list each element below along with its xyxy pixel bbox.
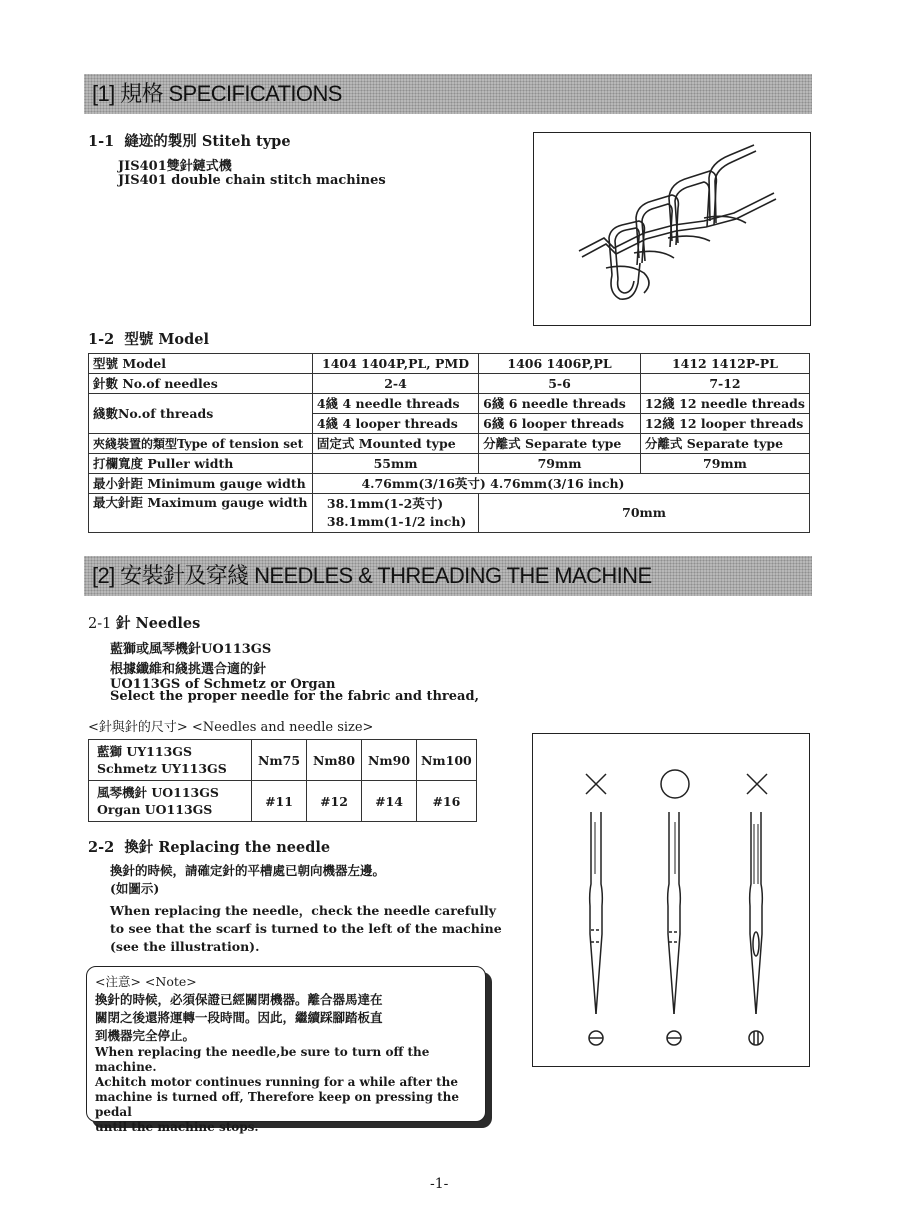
subsection-title-model [88,328,209,349]
subsection-number: 1-2 [88,331,115,348]
row-label-min-gauge: 最小針距 Minimum gauge width [89,474,313,494]
needles-line-1: 藍獅或風琴機針UO113GS [110,642,272,657]
stitch-type-en: JIS401 double chain stitch machines [118,173,386,188]
subsection-title-stitch-type [88,130,291,151]
table-cell: 1406 1406P,PL [479,354,641,374]
replacing-line-4: to see that the scarf is turned to the left of the machine [110,921,502,936]
table-cell: 12綫 12 needle threads [640,394,809,414]
replacing-line-5: (see the illustration). [110,939,260,954]
needle-size-table [88,739,477,822]
subsection-text: 型號 Model [124,331,209,348]
table-row [89,740,477,781]
table-row [89,374,810,394]
table-cell: 5-6 [479,374,641,394]
subsection-text: 換針 Replacing the needle [124,839,331,856]
note-title: <注意> <Note> [95,974,197,989]
wrong-mark-icon [586,774,606,794]
section-header-specifications: [1] 規格 SPECIFICATIONS [84,74,812,114]
table-cell: 79mm [479,454,641,474]
needle-cross-section-icon [749,1031,763,1045]
replacing-line-3: When replacing the needle，check the needle carefully [110,903,496,918]
specifications-table [88,353,810,533]
table-cell: 6綫 6 looper threads [479,414,641,434]
note-box [86,966,486,1134]
row-label-tension: 夾綫裝置的類型Type of tension set [89,434,313,454]
table-cell: #14 [362,781,417,822]
row-label-model: 型號 Model [89,354,313,374]
subsection-title-replacing [88,836,330,857]
wrong-mark-icon [747,774,767,794]
replacing-line-1: 換針的時候，請確定針的平槽處已朝向機器左邊。 [110,863,386,878]
brand-line: Organ UO113GS [97,802,213,817]
correct-mark-icon [661,770,689,798]
row-label-needles: 針數 No.of needles [89,374,313,394]
table-row [89,781,477,822]
needles-line-4: Select the proper needle for the fabric and thread, [110,689,480,704]
subsection-text: 針 Needles [115,615,201,632]
needle-orientation-illustration [532,733,810,1067]
needles-line-2: 根據纖維和綫挑選合適的針 [110,662,267,677]
needle-size-title: <針與針的尺寸> <Needles and needle size> [88,720,374,735]
table-cell: 1404 1404P,PL, PMD [312,354,478,374]
chain-stitch-icon [534,133,810,325]
needle-diagram [533,734,809,1066]
table-cell: Nm75 [252,740,307,781]
note-en-line: until the machine stops. [95,1120,259,1134]
table-cell: 7-12 [640,374,809,394]
table-cell: 12綫 12 looper threads [640,414,809,434]
needles-line-3: UO113GS of Schmetz or Organ [110,677,336,692]
subsection-text: 縫迹的製別 Stiteh type [124,133,291,150]
table-cell: 6綫 6 needle threads [479,394,641,414]
row-label-puller: 打欄寬度 Puller width [89,454,313,474]
table-cell [312,494,478,533]
brand-line: 藍獅 UY113GS [97,744,192,759]
subsection-number: 2-1 [88,616,112,632]
chain-stitch-illustration [533,132,811,326]
brand-line: Schmetz UY113GS [97,761,227,776]
table-cell: #16 [417,781,477,822]
table-row [89,434,810,454]
brand-cell [89,781,252,822]
table-cell: 分離式 Separate type [479,434,641,454]
row-label-max-gauge: 最大針距 Maximum gauge width [89,494,313,533]
note-en-line: Achitch motor continues running for a while after the [95,1075,459,1089]
note-en-line: When replacing the needle,be sure to turn off the machine. [95,1045,430,1074]
table-cell: 4.76mm(3/16英寸) 4.76mm(3/16 inch) [312,474,809,494]
table-cell: #11 [252,781,307,822]
needle-icon [750,812,763,1014]
note-en-line: machine is turned off, Therefore keep on pressing the pedal [95,1090,460,1119]
stitch-type-cn: JIS401雙針鏈式機 [118,159,232,174]
table-row [89,354,810,374]
table-cell: Nm80 [307,740,362,781]
table-cell: 1412 1412P-PL [640,354,809,374]
row-label-threads: 綫數No.of threads [89,394,313,434]
table-cell: 70mm [479,494,810,533]
table-cell: 79mm [640,454,809,474]
subsection-title-needles [88,612,200,633]
table-cell: Nm100 [417,740,477,781]
note-cn-line: 換針的時候，必須保證已經關閉機器。離合器馬達在 [95,992,383,1007]
note-cn-line: 到機器完全停止。 [95,1028,196,1043]
note-cn-line: 關閉之後還將運轉一段時間。因此，繼續踩腳踏板直 [95,1010,383,1025]
table-cell: 4綫 4 looper threads [312,414,478,434]
brand-line: 風琴機針 UO113GS [97,785,219,800]
table-cell: 2-4 [312,374,478,394]
table-row [89,494,810,533]
max-gauge-cn: 38.1mm(1-2英寸) [326,496,444,511]
table-row [89,454,810,474]
table-row [89,394,810,414]
max-gauge-en: 38.1mm(1-1/2 inch) [326,514,467,529]
table-cell: 4綫 4 needle threads [312,394,478,414]
needle-icon [590,812,603,1014]
subsection-number: 2-2 [88,839,115,856]
table-cell: 固定式 Mounted type [312,434,478,454]
table-cell: 55mm [312,454,478,474]
table-cell: Nm90 [362,740,417,781]
subsection-number: 1-1 [88,133,115,150]
replacing-line-2: (如圖示) [110,881,160,896]
table-cell: 分離式 Separate type [640,434,809,454]
table-row [89,474,810,494]
page-number: -1- [430,1176,449,1192]
needle-icon [668,812,681,1014]
table-cell: #12 [307,781,362,822]
section-header-needles-threading: [2] 安裝針及穿綫 NEEDLES & THREADING THE MACHINE [84,556,812,596]
brand-cell [89,740,252,781]
